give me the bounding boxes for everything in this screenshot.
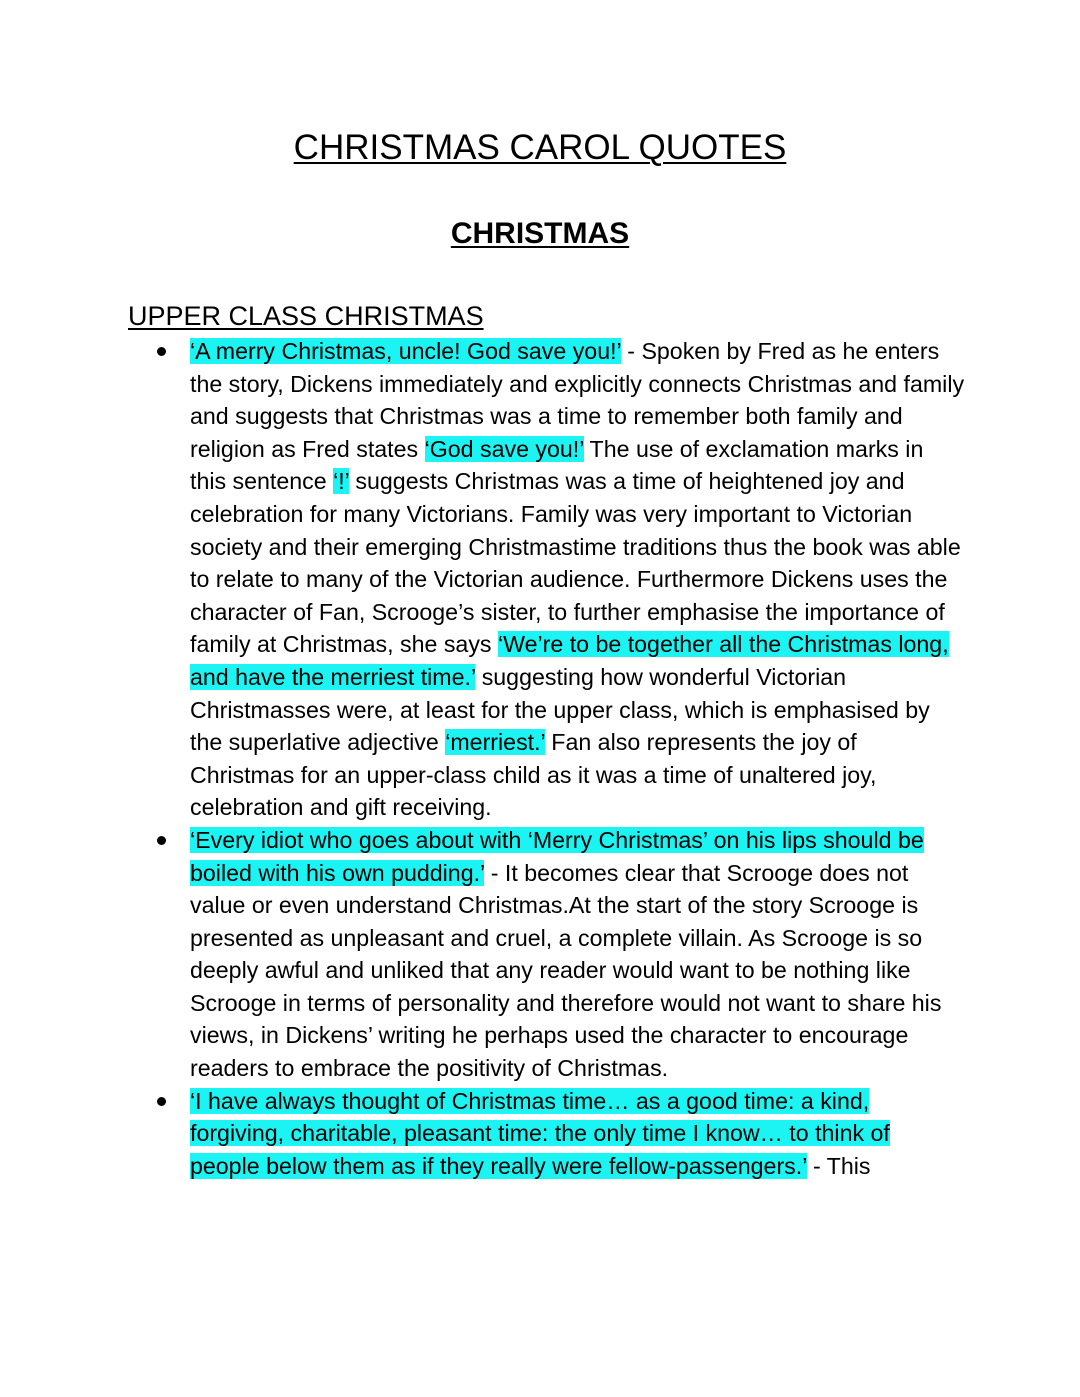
section-heading-text: UPPER CLASS CHRISTMAS [128, 301, 484, 331]
highlighted-quote: ‘!’ [333, 468, 349, 495]
body-text: - Spoken by Fred as he enters the story, Dickens immediately and explicitly connects Christmas and family and suggests that Christmas was a time to remember both family and religion as Fred states [190, 338, 965, 462]
bullet-icon [157, 347, 166, 356]
highlighted-quote: ‘We’re to be together all the Christmas long, and have the merriest time.’ [190, 631, 949, 690]
body-text: Fan also represents the joy of Christmas for an upper-class child as it was a time of unaltered joy, celebration and gift receiving. [190, 729, 877, 821]
document-subtitle-text: CHRISTMAS [450, 217, 630, 250]
list-item [190, 335, 965, 824]
quote-list [190, 335, 965, 1182]
document-title-text: CHRISTMAS CAROL QUOTES [293, 128, 787, 167]
highlighted-quote: ‘merriest.’ [445, 729, 545, 756]
body-text: - This [806, 1152, 871, 1179]
body-text: suggesting how wonderful Victorian Christmasses were, at least for the upper class, which is emphasised by the superlative adjective [190, 663, 930, 756]
highlighted-quote: ‘God save you!’ [424, 435, 584, 462]
highlighted-quote: ‘A merry Christmas, uncle! God save you!’ [190, 338, 621, 364]
bullet-icon [157, 1097, 166, 1106]
body-text: suggests Christmas was a time of heightened joy and celebration for many Victorians. Family was very important to Victorian society and their emerging Christmastime traditions thus the book was able to relate to many of the Victorian audience. Furthermore Dickens uses the character of Fan, Scrooge’s sister, to further emphasise the importance of family at Christmas, she says [190, 468, 961, 658]
body-text: - It becomes clear that Scrooge does not value or even understand Christmas.At the start of the story Scrooge is presented as unpleasant and cruel, a complete villain. As Scrooge is so deeply awful and unliked that any reader would want to be nothing like Scrooge in terms of personality and therefore would not want to share his views, in Dickens’ writing he perhaps used the character to encourage readers to embrace the positivity of Christmas. [190, 859, 942, 1082]
highlighted-quote: ‘Every idiot who goes about with ‘Merry Christmas’ on his lips should be boiled with his own pudding.’ [190, 826, 924, 886]
document-title [0, 128, 1080, 168]
section-heading [128, 299, 484, 333]
bullet-icon [157, 836, 166, 845]
list-item [190, 1085, 965, 1183]
highlighted-quote: ‘I have always thought of Christmas time… as a good time: a kind, forgiving, charitable, pleasant time: the only time I know… to think of people below them as if they really were fellow-passengers.’ [190, 1087, 890, 1179]
list-item [190, 824, 965, 1085]
body-text: The use of exclamation marks in this sentence [190, 435, 924, 495]
document-subtitle [0, 216, 1080, 252]
